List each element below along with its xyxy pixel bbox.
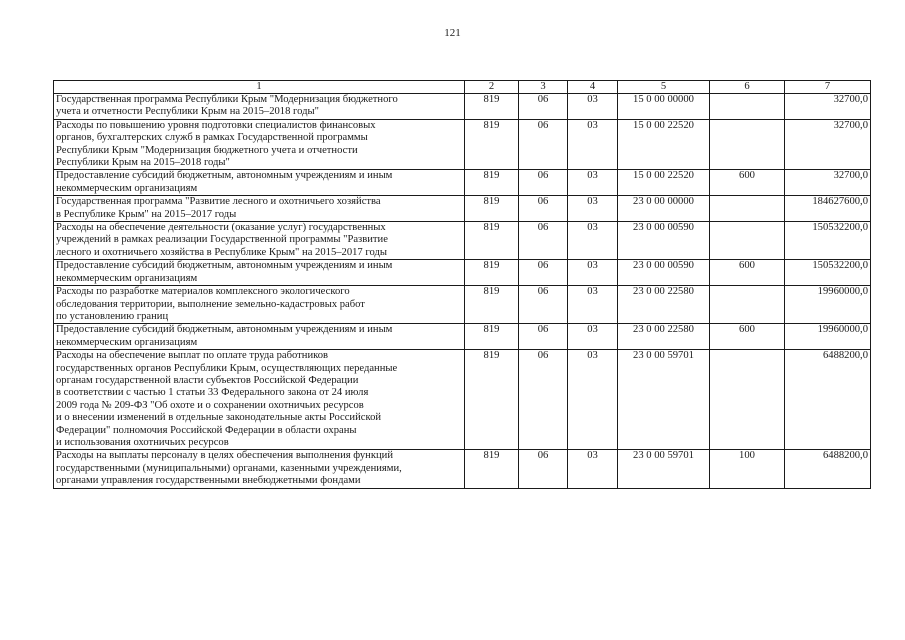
amount: 32700,0 [785,94,871,120]
subsection-code: 03 [568,196,618,222]
ministry-code: 819 [465,196,519,222]
expense-type-code [710,286,785,324]
target-article-code: 23 0 00 00590 [618,260,710,286]
amount: 32700,0 [785,119,871,170]
section-code: 06 [519,350,568,450]
target-article-code: 23 0 00 22580 [618,286,710,324]
expense-type-code: 600 [710,260,785,286]
ministry-code: 819 [465,222,519,260]
table-row [54,170,871,196]
target-article-code: 23 0 00 59701 [618,450,710,488]
table-row [54,119,871,170]
column-header: 1 [54,81,465,94]
ministry-code: 819 [465,94,519,120]
amount: 32700,0 [785,170,871,196]
table-row [54,450,871,488]
expense-type-code [710,222,785,260]
header-row [54,81,871,94]
table-row [54,286,871,324]
section-code: 06 [519,196,568,222]
target-article-code: 23 0 00 59701 [618,350,710,450]
section-code: 06 [519,170,568,196]
column-header: 6 [710,81,785,94]
amount: 6488200,0 [785,450,871,488]
column-header: 2 [465,81,519,94]
table-row [54,324,871,350]
expense-type-code: 600 [710,324,785,350]
subsection-code: 03 [568,170,618,196]
table-row [54,350,871,450]
ministry-code: 819 [465,170,519,196]
subsection-code: 03 [568,94,618,120]
expense-type-code [710,196,785,222]
ministry-code: 819 [465,350,519,450]
target-article-code: 15 0 00 22520 [618,119,710,170]
subsection-code: 03 [568,286,618,324]
amount: 150532200,0 [785,260,871,286]
row-description: Предоставление субсидий бюджетным, автономным учреждениям и иным некоммерческим организациям [54,170,465,196]
target-article-code: 23 0 00 00000 [618,196,710,222]
subsection-code: 03 [568,324,618,350]
column-header: 5 [618,81,710,94]
section-code: 06 [519,119,568,170]
target-article-code: 15 0 00 00000 [618,94,710,120]
target-article-code: 15 0 00 22520 [618,170,710,196]
row-description: Предоставление субсидий бюджетным, автономным учреждениям и иным некоммерческим организациям [54,324,465,350]
target-article-code: 23 0 00 00590 [618,222,710,260]
amount: 19960000,0 [785,324,871,350]
ministry-code: 819 [465,324,519,350]
row-description: Расходы по разработке материалов комплексного экологического обследования территории, выполнение земельно-кадастровых работ по установлению границ [54,286,465,324]
subsection-code: 03 [568,222,618,260]
column-header: 4 [568,81,618,94]
page-number: 121 [444,27,461,39]
amount: 19960000,0 [785,286,871,324]
table-row [54,222,871,260]
table-row [54,94,871,120]
expense-type-code: 600 [710,170,785,196]
table-row [54,196,871,222]
expense-type-code: 100 [710,450,785,488]
subsection-code: 03 [568,350,618,450]
row-description: Государственная программа "Развитие лесного и охотничьего хозяйства в Республике Крым" на 2015–2017 годы [54,196,465,222]
expense-type-code [710,119,785,170]
ministry-code: 819 [465,119,519,170]
ministry-code: 819 [465,286,519,324]
section-code: 06 [519,260,568,286]
section-code: 06 [519,286,568,324]
column-header: 3 [519,81,568,94]
row-description: Государственная программа Республики Крым "Модернизация бюджетного учета и отчетности Республики Крым на 2015–2018 годы" [54,94,465,120]
section-code: 06 [519,324,568,350]
subsection-code: 03 [568,450,618,488]
row-description: Расходы на выплаты персоналу в целях обеспечения выполнения функций государственными (муниципальными) органами, казенными учреждениями, органами управления государственными внебюджетными фондами [54,450,465,488]
expense-type-code [710,94,785,120]
row-description: Расходы на обеспечение выплат по оплате труда работников государственных органов Республики Крым, осуществляющих переданные органам государственной власти субъектов Российской Федерации в соответствии с частью 1 статьи 33 Федерального закона от 24 июля 2009 года № 209-ФЗ "Об охоте и о сохранении охотничьих ресурсов и о внесении изменений в отдельные законодательные акты Российской Федерации" полномочия Российской Федерации в области охраны и использования охотничьих ресурсов [54,350,465,450]
expense-type-code [710,350,785,450]
subsection-code: 03 [568,119,618,170]
section-code: 06 [519,450,568,488]
ministry-code: 819 [465,260,519,286]
table-row [54,260,871,286]
row-description: Расходы на обеспечение деятельности (оказание услуг) государственных учреждений в рамках реализации Государственной программы "Развитие лесного и охотничьего хозяйства в Республике Крым" на 2015–2017 годы [54,222,465,260]
target-article-code: 23 0 00 22580 [618,324,710,350]
section-code: 06 [519,94,568,120]
amount: 6488200,0 [785,350,871,450]
amount: 150532200,0 [785,222,871,260]
budget-table [53,80,871,489]
subsection-code: 03 [568,260,618,286]
column-header: 7 [785,81,871,94]
row-description: Предоставление субсидий бюджетным, автономным учреждениям и иным некоммерческим организациям [54,260,465,286]
ministry-code: 819 [465,450,519,488]
amount: 184627600,0 [785,196,871,222]
section-code: 06 [519,222,568,260]
row-description: Расходы по повышению уровня подготовки специалистов финансовых органов, бухгалтерских служб в рамках Государственной программы Республики Крым "Модернизация бюджетного учета и отчетности Республики Крым на 2015–2018 годы" [54,119,465,170]
